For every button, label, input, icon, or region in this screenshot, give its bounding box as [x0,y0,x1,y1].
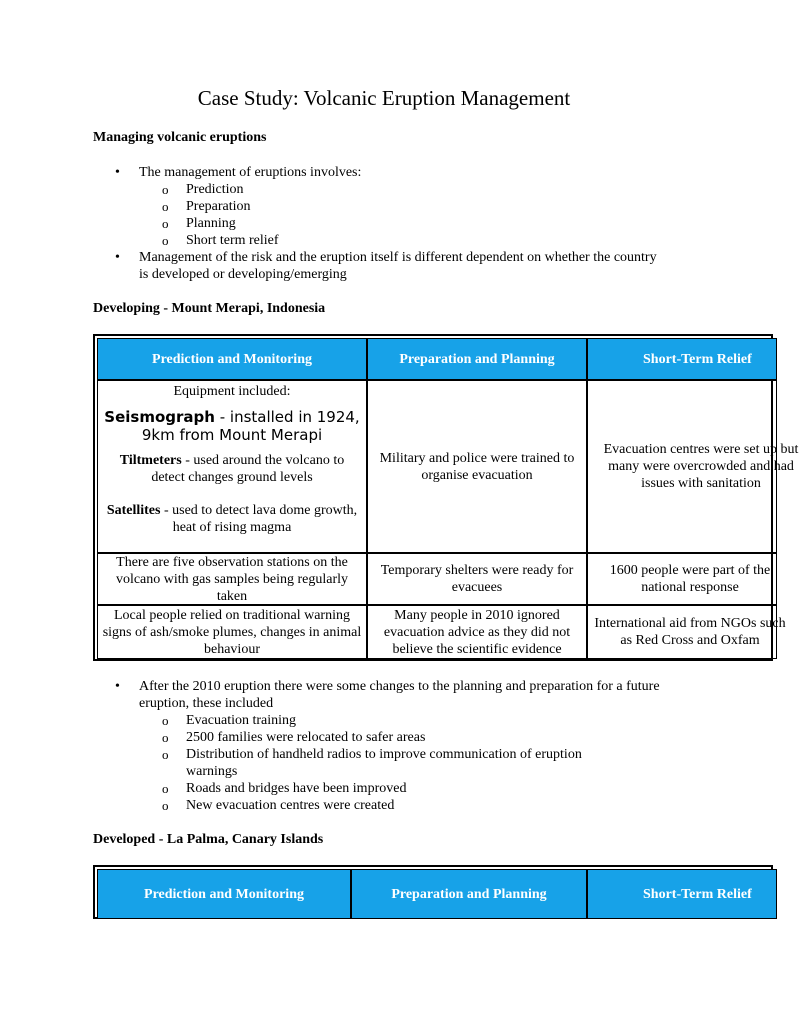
bullet-text: The management of eruptions involves: [139,165,362,180]
page-title: Case Study: Volcanic Eruption Management [197,86,571,110]
sub-item-relief: o Short term relief [139,232,693,249]
list-item [93,164,693,249]
sub-item-training: o Evacuation training [139,712,689,729]
header-relief: Short-Term Relief [587,338,777,380]
bullet-text: After the 2010 eruption there were some changes to the planning and preparation for a future eruption, these included [139,679,660,711]
sub-item-prediction: o Prediction [139,181,693,198]
sub-item-radios: o Distribution of handheld radios to improve communication of eruption warnings [139,746,606,780]
cell-equipment [97,380,367,553]
list-item [93,249,659,283]
satellites-text [102,502,362,536]
header-relief: Short-Term Relief [587,869,777,919]
bullet-text: Management of the risk and the eruption itself is different dependent on whether the country is developed or developing/emerging [139,250,657,282]
sub-item-preparation: o Preparation [139,198,693,215]
header-prediction: Prediction and Monitoring [97,869,351,919]
tiltmeters-detail: - used around the volcano to detect changes ground levels [151,453,345,485]
header-preparation: Preparation and Planning [367,338,587,380]
developed-table [93,865,773,919]
section-heading-developed: Developed - La Palma, Canary Islands [93,832,324,847]
relief-evacuation-text: Evacuation centres were set up but many were overcrowded and had issues with sanitation [603,442,799,491]
cell-relief-national [587,553,777,605]
cell-prep-military: Military and police were trained to organise evacuation [367,380,587,553]
developing-table [93,334,799,661]
tiltmeters-label: Tiltmeters [119,453,182,468]
seismograph-label: Seismograph [104,408,215,426]
sub-list [139,712,689,814]
sub-item-centres: o New evacuation centres were created [139,797,689,814]
sub-item-relocated: o 2500 families were relocated to safer areas [139,729,689,746]
sub-item-planning: o Planning [139,215,693,232]
seismograph-detail: - installed in 1924, 9km from Mount Merapi [141,408,360,444]
sub-item-roads: o Roads and bridges have been improved [139,780,689,797]
section-heading-developing: Developing - Mount Merapi, Indonesia [93,301,326,316]
tiltmeters-text [102,452,362,486]
relief-national-text: 1600 people were part of the national response [609,563,771,595]
equipment-label: Equipment included: [173,384,291,399]
satellites-detail: - used to detect lava dome growth, heat of rising magma [160,503,358,535]
cell-relief-evacuation [587,380,799,553]
section-heading-managing: Managing volcanic eruptions [93,130,267,145]
header-preparation: Preparation and Planning [351,869,587,919]
header-prediction: Prediction and Monitoring [97,338,367,380]
seismograph-text [102,408,362,444]
cell-prep-ignored: Many people in 2010 ignored evacuation advice as they did not believe the scientific evidence [367,605,587,659]
sub-list [139,181,693,249]
relief-aid-text: International aid from NGOs such as Red Cross and Oxfam [594,616,786,648]
cell-prep-shelters: Temporary shelters were ready for evacuees [367,553,587,605]
management-list [93,164,693,283]
satellites-label: Satellites [106,503,161,518]
cell-observation: There are five observation stations on the volcano with gas samples being regularly taken [97,553,367,605]
cell-traditional: Local people relied on traditional warning signs of ash/smoke plumes, changes in animal behaviour [97,605,367,659]
list-item [93,678,689,814]
after-list [93,678,693,814]
cell-relief-aid [587,605,786,659]
